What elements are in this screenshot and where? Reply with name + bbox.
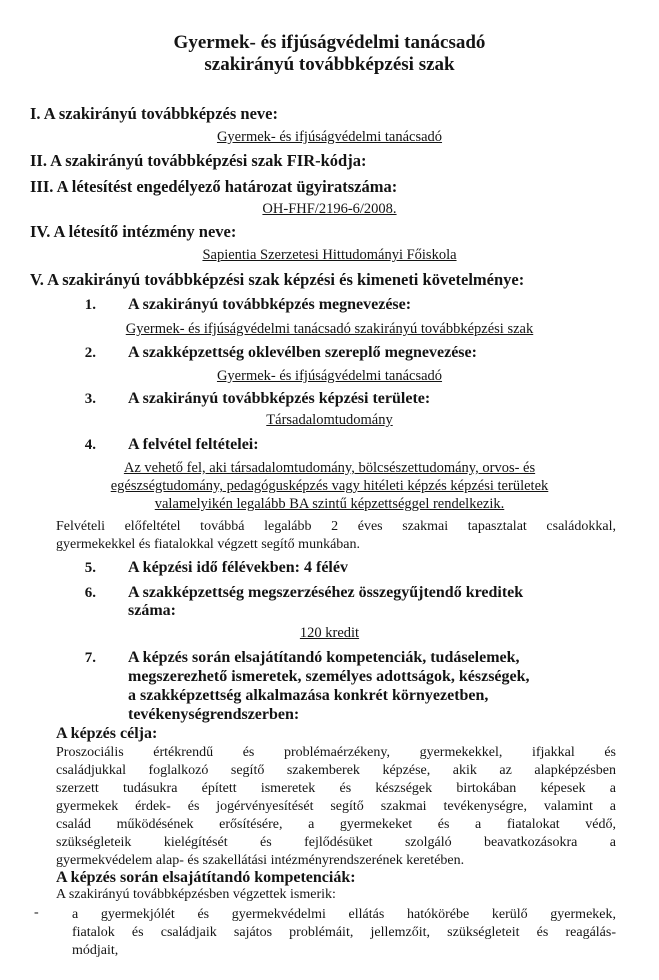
section-v-label: V. A szakirányú továbbképzési szak képzési és kimeneti követelménye:	[30, 270, 525, 289]
item-5-number: 5.	[84, 560, 96, 576]
item-3-number: 3.	[84, 391, 96, 407]
goal-line-4: gyermekek érdek- és jogérvényesítését segítő szakmai tevékenységre, valamint a	[56, 799, 616, 814]
goal-line-1: Proszociális értékrendű és problémaérzékeny, gyermekekkel, ifjakkal és	[56, 745, 616, 760]
document-title-line-1: Gyermek- és ifjúságvédelmi tanácsadó	[173, 32, 486, 53]
item-7-label-line-3: a szakképzettség alkalmazása konkrét környezetben,	[128, 687, 489, 704]
item-2-value: Gyermek- és ifjúságvédelmi tanácsadó	[216, 368, 443, 384]
admission-line-1: Az vehető fel, aki társadalomtudomány, bölcsészettudomány, orvos- és	[123, 460, 536, 476]
item-2-label: A szakképzettség oklevélben szereplő megnevezése:	[128, 344, 477, 361]
item-4-label: A felvétel feltételei:	[128, 436, 259, 453]
document-title-line-2: szakirányú továbbképzési szak	[204, 54, 455, 75]
section-iii-label: III. A létesítést engedélyező határozat ügyiratszáma:	[30, 177, 398, 196]
admission-extra-line-1: Felvételi előfeltétel továbbá legalább 2 éves szakmai tapasztalat családokkal,	[56, 519, 616, 534]
item-4-number: 4.	[84, 437, 96, 453]
section-iv-label: IV. A létesítő intézmény neve:	[30, 222, 237, 241]
item-6-number: 6.	[84, 585, 96, 601]
goal-line-6: szükségleteik kielégítését és fejlődésüket szolgáló beavatkozásokra a	[56, 835, 616, 850]
goal-line-7: gyermekvédelem alap- és szakellátási intézményrendszerének keretében.	[56, 853, 465, 868]
item-1-label: A szakirányú továbbképzés megnevezése:	[128, 296, 412, 313]
section-i-label: I. A szakirányú továbbképzés neve:	[30, 104, 278, 123]
item-6-value: 120 kredit	[299, 625, 360, 641]
admission-line-3: valamelyikén legalább BA szintű képzettséggel rendelkezik.	[154, 496, 505, 512]
admission-extra-line-2: gyermekekkel és fiatalokkal végzett segítő munkában.	[56, 537, 361, 552]
competency-bullet-line-1: a gyermekjólét és gyermekvédelmi ellátás hatókörébe kerülő gyermekek,	[72, 907, 616, 922]
item-3-label: A szakirányú továbbképzés képzési területe:	[128, 390, 431, 407]
item-6-label-line-1: A szakképzettség megszerzéséhez összegyűjtendő kreditek	[128, 584, 524, 601]
goal-line-3: szerzett tudásukra épített ismeretek és készségek birtokában képesek a	[56, 781, 616, 796]
item-1-value: Gyermek- és ifjúságvédelmi tanácsadó szakirányú továbbképzési szak	[125, 321, 534, 337]
goal-line-2: családjukkal foglalkozó segítő szakemberek képzése, akik az alapképzésben	[56, 763, 616, 778]
item-3-value: Társadalomtudomány	[266, 412, 393, 428]
bullet-dash: -	[34, 905, 39, 920]
admission-line-2: egészségtudomány, pedagógusképzés vagy hitéleti képzés képzési területek	[110, 478, 549, 494]
section-iv-value: Sapientia Szerzetesi Hittudományi Főiskola	[202, 247, 457, 263]
item-7-label-line-4: tevékenységrendszerben:	[128, 706, 300, 723]
item-5-label: A képzési idő félévekben: 4 félév	[128, 559, 348, 576]
item-6-label-line-2: száma:	[128, 602, 176, 619]
section-iii-value: OH-FHF/2196-6/2008.	[262, 201, 397, 217]
item-1-number: 1.	[84, 297, 96, 313]
competency-bullet-line-2: fiatalok és családjaik sajátos problémáit, jellemzőit, szükségleteit és reagálás-	[72, 925, 616, 940]
competency-bullet-line-3: módjait,	[72, 943, 119, 958]
item-2-number: 2.	[84, 345, 96, 361]
section-i-value: Gyermek- és ifjúságvédelmi tanácsadó	[216, 129, 443, 145]
item-7-label-line-1: A képzés során elsajátítandó kompetenciák, tudáselemek,	[128, 649, 520, 666]
item-7-label-line-2: megszerezhető ismeretek, személyes adottságok, készségek,	[128, 668, 530, 685]
competencies-heading: A képzés során elsajátítandó kompetenciák:	[56, 869, 356, 886]
goal-heading: A képzés célja:	[56, 725, 158, 742]
section-ii-label: II. A szakirányú továbbképzési szak FIR-kódja:	[30, 151, 367, 170]
competencies-intro: A szakirányú továbbképzésben végzettek ismerik:	[56, 887, 336, 902]
goal-line-5: család működésének erősítésére, a gyermekeket és a fiatalokat védő,	[56, 817, 616, 832]
item-7-number: 7.	[84, 650, 96, 666]
